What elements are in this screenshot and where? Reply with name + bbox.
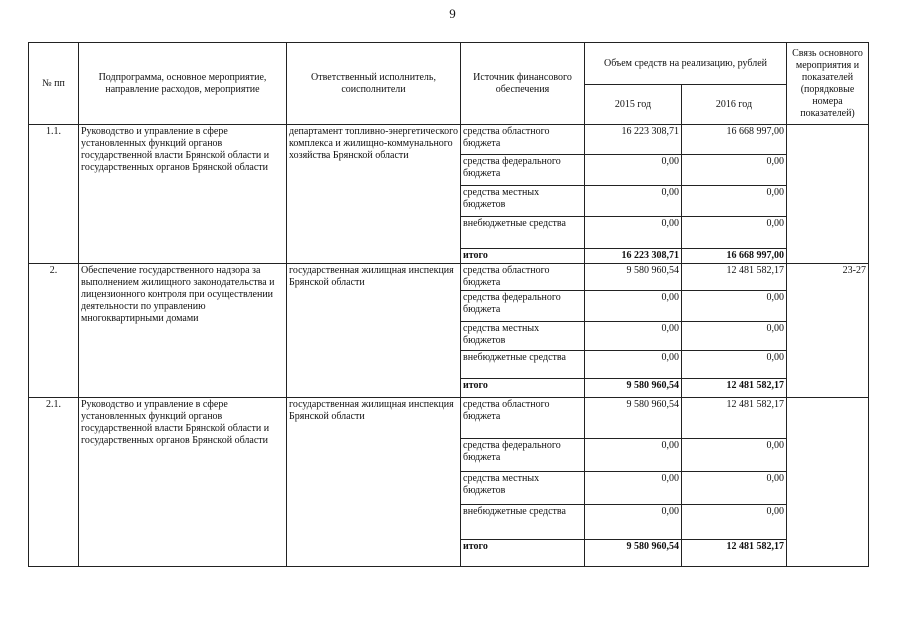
- funding-table: [28, 42, 869, 567]
- indicator-link-cell: [787, 398, 869, 567]
- program-cell: Руководство и управление в сфере установленных функций органов государственной власти Брянской области и государственных органов Брянской области: [79, 398, 287, 567]
- amount-2016-cell: 16 668 997,00: [682, 249, 787, 264]
- amount-2016-cell: 0,00: [682, 217, 787, 249]
- table-row: [29, 398, 869, 439]
- header-year-2015: 2015 год: [585, 85, 682, 125]
- header-program: Подпрограмма, основное мероприятие, направление расходов, мероприятие: [79, 43, 287, 125]
- amount-2015-cell: 0,00: [585, 351, 682, 379]
- amount-2016-cell: 12 481 582,17: [682, 379, 787, 398]
- indicator-link-cell: 23-27: [787, 264, 869, 398]
- amount-2016-cell: 0,00: [682, 472, 787, 505]
- source-cell: внебюджетные средства: [461, 217, 585, 249]
- source-cell: средства местных бюджетов: [461, 472, 585, 505]
- amount-2016-cell: 0,00: [682, 439, 787, 472]
- source-cell: средства федерального бюджета: [461, 439, 585, 472]
- executor-cell: департамент топливно-энергетического комплекса и жилищно-коммунального хозяйства Брянской области: [287, 125, 461, 264]
- amount-2015-cell: 0,00: [585, 472, 682, 505]
- amount-2015-cell: 0,00: [585, 217, 682, 249]
- amount-2015-cell: 9 580 960,54: [585, 540, 682, 567]
- source-cell: средства областного бюджета: [461, 398, 585, 439]
- source-cell: средства федерального бюджета: [461, 291, 585, 322]
- amount-2016-cell: 0,00: [682, 186, 787, 217]
- header-executor: Ответственный исполнитель, соисполнители: [287, 43, 461, 125]
- header-num: № пп: [29, 43, 79, 125]
- amount-2015-cell: 9 580 960,54: [585, 264, 682, 291]
- amount-2016-cell: 12 481 582,17: [682, 540, 787, 567]
- executor-cell: государственная жилищная инспекция Брянской области: [287, 264, 461, 398]
- source-cell: итого: [461, 249, 585, 264]
- amount-2015-cell: 0,00: [585, 155, 682, 186]
- amount-2016-cell: 0,00: [682, 322, 787, 351]
- executor-cell: государственная жилищная инспекция Брянской области: [287, 398, 461, 567]
- amount-2016-cell: 0,00: [682, 155, 787, 186]
- row-number: 2.: [29, 264, 79, 398]
- amount-2016-cell: 16 668 997,00: [682, 125, 787, 155]
- amount-2015-cell: 0,00: [585, 505, 682, 540]
- source-cell: средства областного бюджета: [461, 264, 585, 291]
- amount-2016-cell: 12 481 582,17: [682, 398, 787, 439]
- table-body: [29, 125, 869, 567]
- amount-2016-cell: 0,00: [682, 351, 787, 379]
- page-number: 9: [449, 6, 456, 21]
- amount-2015-cell: 0,00: [585, 439, 682, 472]
- header-year-2016: 2016 год: [682, 85, 787, 125]
- source-cell: внебюджетные средства: [461, 505, 585, 540]
- source-cell: итого: [461, 379, 585, 398]
- indicator-link-cell: [787, 125, 869, 264]
- table-row: [29, 264, 869, 291]
- amount-2016-cell: 0,00: [682, 291, 787, 322]
- source-cell: итого: [461, 540, 585, 567]
- row-number: 1.1.: [29, 125, 79, 264]
- program-cell: Руководство и управление в сфере установленных функций органов государственной власти Брянской области и государственных органов Брянской области: [79, 125, 287, 264]
- source-cell: средства областного бюджета: [461, 125, 585, 155]
- row-number: 2.1.: [29, 398, 79, 567]
- amount-2016-cell: 0,00: [682, 505, 787, 540]
- amount-2015-cell: 0,00: [585, 322, 682, 351]
- amount-2015-cell: 16 223 308,71: [585, 249, 682, 264]
- amount-2015-cell: 9 580 960,54: [585, 398, 682, 439]
- source-cell: средства федерального бюджета: [461, 155, 585, 186]
- source-cell: средства местных бюджетов: [461, 186, 585, 217]
- amount-2015-cell: 16 223 308,71: [585, 125, 682, 155]
- header-volume: Объем средств на реализацию, рублей: [585, 43, 787, 85]
- amount-2016-cell: 12 481 582,17: [682, 264, 787, 291]
- amount-2015-cell: 0,00: [585, 291, 682, 322]
- source-cell: внебюджетные средства: [461, 351, 585, 379]
- header-link: Связь основного мероприятия и показателей (порядковые номера показателей): [787, 43, 869, 125]
- source-cell: средства местных бюджетов: [461, 322, 585, 351]
- amount-2015-cell: 0,00: [585, 186, 682, 217]
- program-cell: Обеспечение государственного надзора за выполнением жилищного законодательства и лицензионного контроля при осуществлении деятельности по управлению многоквартирными домами: [79, 264, 287, 398]
- header-source: Источник финансового обеспечения: [461, 43, 585, 125]
- table-row: [29, 125, 869, 155]
- amount-2015-cell: 9 580 960,54: [585, 379, 682, 398]
